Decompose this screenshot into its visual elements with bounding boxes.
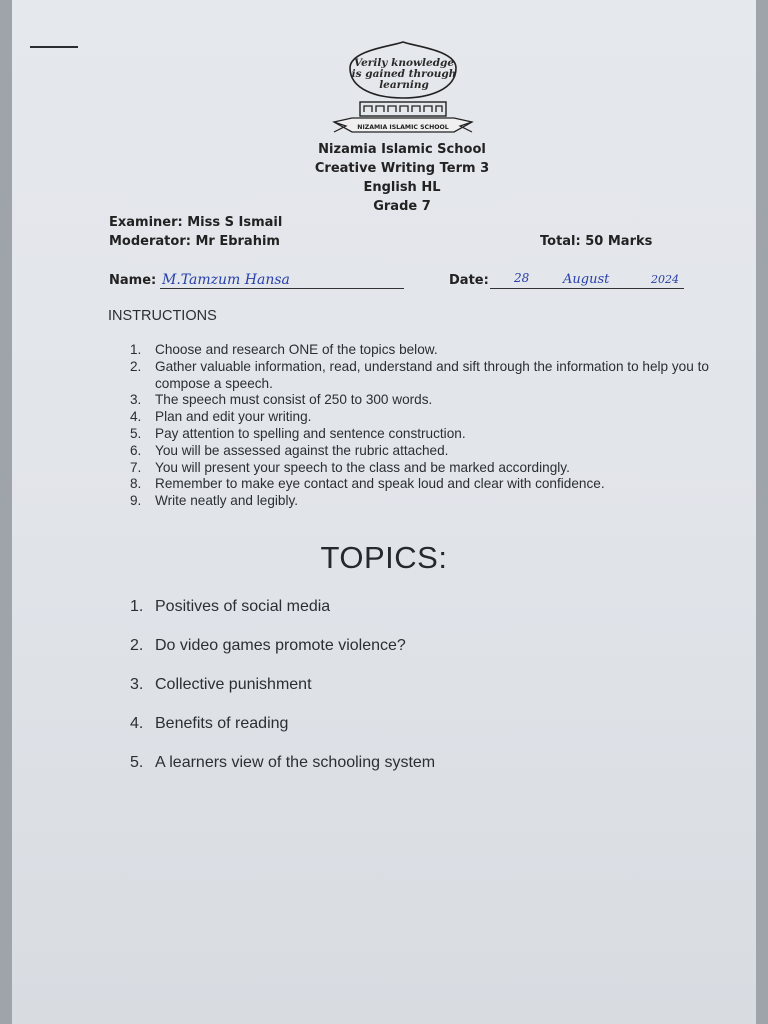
item-number: 1. bbox=[130, 342, 142, 357]
item-text: Remember to make eye contact and speak loud and clear with confidence. bbox=[155, 476, 605, 492]
list-item bbox=[130, 426, 730, 443]
list-item bbox=[130, 715, 435, 754]
item-number: 2. bbox=[130, 637, 144, 654]
item-text: Benefits of reading bbox=[155, 715, 289, 732]
instructions-list bbox=[130, 342, 730, 510]
item-text: Collective punishment bbox=[155, 676, 312, 693]
moderator-label: Moderator: Mr Ebrahim bbox=[109, 234, 280, 249]
list-item bbox=[130, 754, 435, 793]
item-number: 7. bbox=[130, 459, 142, 475]
topics-list bbox=[130, 598, 435, 793]
item-number: 8. bbox=[130, 476, 142, 492]
list-item bbox=[130, 460, 730, 477]
item-number: 6. bbox=[130, 442, 142, 458]
total-marks: Total: 50 Marks bbox=[540, 234, 653, 249]
logo-banner-text: NIZAMIA ISLAMIC SCHOOL bbox=[357, 124, 449, 131]
date-month: August bbox=[563, 272, 610, 287]
list-item bbox=[130, 443, 730, 460]
item-number: 3. bbox=[130, 392, 142, 408]
item-text: Positives of social media bbox=[155, 598, 331, 615]
item-number: 1. bbox=[130, 598, 144, 615]
list-item bbox=[130, 598, 435, 637]
instructions-heading: INSTRUCTIONS bbox=[108, 308, 217, 324]
list-item bbox=[130, 493, 730, 510]
date-line bbox=[490, 288, 684, 289]
list-item bbox=[130, 637, 435, 676]
item-text: Gather valuable information, read, understand and sift through the information to help you to compose a speech. bbox=[155, 358, 709, 391]
document-header bbox=[252, 140, 552, 216]
item-text: Write neatly and legibly. bbox=[155, 493, 299, 509]
date-label: Date: bbox=[449, 273, 489, 288]
date-year: 2024 bbox=[651, 273, 679, 286]
list-item bbox=[130, 342, 730, 359]
name-line bbox=[160, 288, 404, 289]
motto-line-3: learning bbox=[379, 79, 429, 91]
corner-mark bbox=[30, 46, 78, 48]
school-name: Nizamia Islamic School bbox=[318, 142, 486, 157]
item-number: 4. bbox=[130, 409, 142, 425]
item-text: A learners view of the schooling system bbox=[155, 754, 436, 771]
examiner-label: Examiner: Miss S Ismail bbox=[109, 215, 283, 230]
item-number: 2. bbox=[130, 358, 142, 374]
item-text: You will present your speech to the class and be marked accordingly. bbox=[155, 459, 570, 475]
item-text: You will be assessed against the rubric attached. bbox=[155, 442, 449, 458]
item-text: Choose and research ONE of the topics below. bbox=[155, 342, 438, 357]
list-item bbox=[130, 392, 730, 409]
motto-line-1: Verily knowledge bbox=[353, 57, 455, 69]
list-item bbox=[130, 359, 730, 393]
list-item bbox=[130, 409, 730, 426]
date-day: 28 bbox=[514, 271, 530, 285]
worksheet-page bbox=[12, 0, 756, 1024]
item-number: 9. bbox=[130, 493, 142, 509]
name-label: Name: bbox=[109, 273, 157, 288]
school-motto bbox=[330, 58, 478, 91]
topics-heading: TOPICS: bbox=[320, 540, 448, 575]
item-number: 5. bbox=[130, 425, 142, 441]
item-number: 5. bbox=[130, 754, 144, 771]
item-text: Pay attention to spelling and sentence construction. bbox=[155, 425, 466, 441]
language-level: English HL bbox=[363, 180, 441, 195]
assessment-title: Creative Writing Term 3 bbox=[314, 161, 490, 176]
item-text: The speech must consist of 250 to 300 words. bbox=[155, 392, 433, 408]
list-item bbox=[130, 676, 435, 715]
item-text: Plan and edit your writing. bbox=[155, 409, 312, 425]
grade-label: Grade 7 bbox=[373, 199, 431, 214]
name-value: M.Tamzum Hansa bbox=[162, 272, 290, 288]
item-number: 3. bbox=[130, 676, 144, 693]
motto-line-2: is gained through bbox=[351, 68, 457, 80]
item-text: Do video games promote violence? bbox=[155, 637, 406, 654]
item-number: 4. bbox=[130, 715, 144, 732]
list-item bbox=[130, 476, 730, 493]
